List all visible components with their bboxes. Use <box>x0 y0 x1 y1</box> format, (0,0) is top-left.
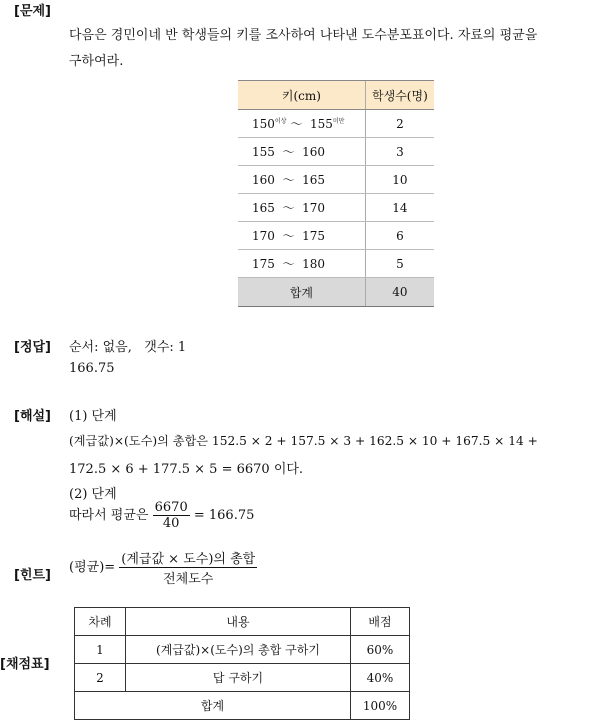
grading-total-score: 100% <box>351 692 410 720</box>
answer-value: 166.75 <box>69 361 115 376</box>
step2-suffix: = 166.75 <box>193 508 255 523</box>
total-label: 합계 <box>238 278 365 307</box>
range-cell: 165 ～ 170 <box>238 194 365 222</box>
range-to-note: 미만 <box>332 118 345 125</box>
content-cell: 답 구하기 <box>126 664 351 692</box>
score-header: 배점 <box>351 608 410 636</box>
step1-line2: 172.5 × 6 + 177.5 × 5 = 6670 이다. <box>69 462 304 477</box>
student-count-column-header: 학생수(명) <box>365 81 434 110</box>
mean-fraction <box>153 500 190 531</box>
hint-numerator: (계급값 × 도수)의 총합 <box>119 548 257 568</box>
step2-formula <box>69 500 254 531</box>
content-cell: (계급값)×(도수)의 총합 구하기 <box>126 636 351 664</box>
grading-total-label: 합계 <box>75 692 351 720</box>
solution-label: [해설] <box>14 409 51 424</box>
range-cell <box>238 110 365 138</box>
table-row <box>238 166 434 194</box>
range-tilde: ～ <box>286 117 310 131</box>
grading-header <box>75 608 410 636</box>
count-cell: 3 <box>365 138 434 166</box>
score-cell: 40% <box>351 664 410 692</box>
problem-text-line2: 구하여라. <box>69 54 124 69</box>
hint-formula <box>69 548 257 587</box>
hint-prefix: (평균)= <box>69 560 116 575</box>
answer-label: [정답] <box>14 340 51 355</box>
count-cell: 5 <box>365 250 434 278</box>
range-cell: 170 ～ 175 <box>238 222 365 250</box>
grading-label: [채점표] <box>0 657 50 672</box>
mean-denominator: 40 <box>162 516 180 531</box>
count-cell: 14 <box>365 194 434 222</box>
count-cell: 10 <box>365 166 434 194</box>
table-row <box>238 110 434 138</box>
range-cell: 175 ～ 180 <box>238 250 365 278</box>
table-row <box>238 250 434 278</box>
table-row <box>238 194 434 222</box>
step1-line1: (계급값)×(도수)의 총합은 152.5 × 2 + 157.5 × 3 + 162.5 × 10 + 167.5 × 14 + <box>69 434 538 448</box>
score-cell: 60% <box>351 636 410 664</box>
range-cell: 155 ～ 160 <box>238 138 365 166</box>
table-row <box>238 138 434 166</box>
table-row <box>75 636 410 664</box>
order-header: 차례 <box>75 608 126 636</box>
order-cell: 2 <box>75 664 126 692</box>
count-cell: 2 <box>365 110 434 138</box>
problem-text-line1: 다음은 경민이네 반 학생들의 키를 조사하여 나타낸 도수분포표이다. 자료의 평균을 <box>69 28 538 43</box>
range-to: 155 <box>309 117 333 131</box>
total-row <box>238 278 434 307</box>
problem-label: [문제] <box>14 4 51 19</box>
step1-title: (1) 단계 <box>69 409 117 424</box>
total-value: 40 <box>365 278 434 307</box>
hint-label: [힌트] <box>14 568 51 583</box>
table-row <box>238 222 434 250</box>
frequency-table-header <box>238 81 434 110</box>
range-cell: 160 ～ 165 <box>238 166 365 194</box>
table-row <box>75 664 410 692</box>
order-cell: 1 <box>75 636 126 664</box>
hint-denominator: 전체도수 <box>163 572 214 587</box>
height-column-header: 키(cm) <box>238 81 365 110</box>
answer-line1: 순서: 없음, 갯수: 1 <box>69 340 187 355</box>
range-from: 150 <box>252 117 275 131</box>
total-row <box>75 692 410 720</box>
step2-title: (2) 단계 <box>69 487 117 502</box>
grading-table <box>74 607 410 720</box>
content-header: 내용 <box>126 608 351 636</box>
frequency-table <box>238 80 434 307</box>
count-cell: 6 <box>365 222 434 250</box>
mean-numerator: 6670 <box>154 500 188 515</box>
hint-fraction <box>119 548 257 587</box>
range-from-note: 이상 <box>274 118 287 125</box>
step2-prefix: 따라서 평균은 <box>69 508 149 523</box>
